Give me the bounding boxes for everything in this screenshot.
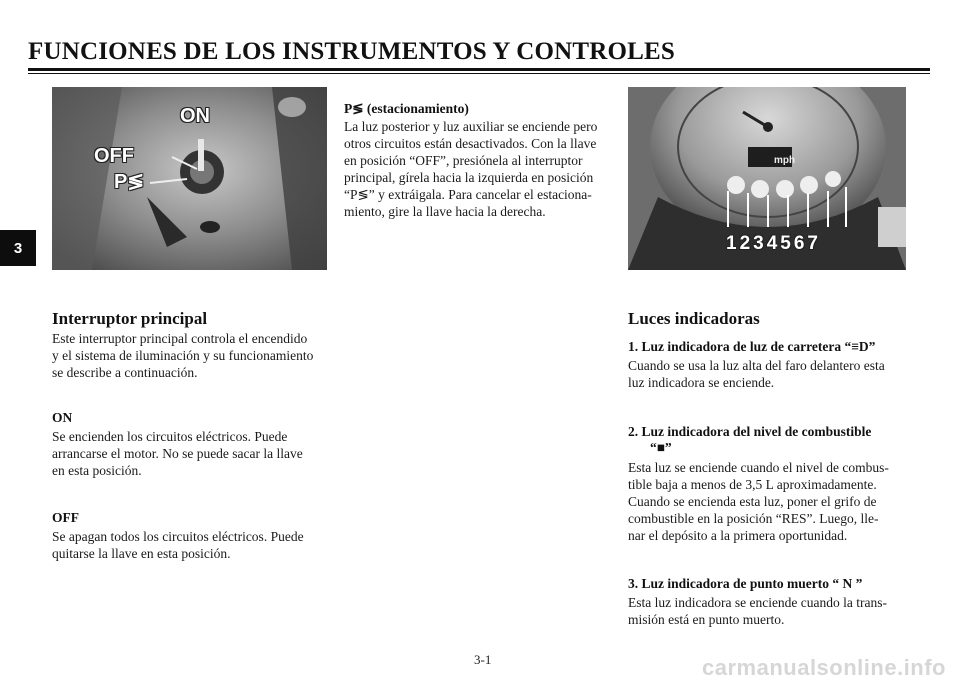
off-label: OFF — [94, 145, 134, 167]
off-line: Se apagan todos los circuitos eléctricos. Puede — [52, 529, 304, 544]
indicator3-text — [628, 594, 923, 628]
main-switch-text — [52, 330, 342, 381]
parking-line: otros circuitos están desactivados. Con la llave — [344, 136, 597, 151]
parking-line: La luz posterior y luz auxiliar se enciende pero — [344, 119, 598, 134]
indicator3-line: misión está en punto muerto. — [628, 612, 785, 627]
page-title: FUNCIONES DE LOS INSTRUMENTOS Y CONTROLES — [28, 38, 675, 65]
fuel-icon: “■” — [650, 440, 672, 455]
chapter-tab: 3 — [0, 230, 36, 266]
main-switch-line: Este interruptor principal controla el encendido — [52, 331, 308, 346]
indicator3-line: Esta luz indicadora se enciende cuando la trans- — [628, 595, 888, 610]
indicator1-line: luz indicadora se enciende. — [628, 375, 775, 390]
indicator2-line: Cuando se encienda esta luz, poner el grifo de — [628, 494, 877, 509]
speedometer-photo — [628, 87, 906, 270]
on-text — [52, 428, 342, 479]
mph-label: mph — [774, 155, 796, 166]
parking-heading: P≶ (estacionamiento) — [344, 101, 469, 116]
parking-line: “P≶” y extráigala. Para cancelar el estaciona- — [344, 187, 592, 202]
title-rule-thick — [28, 68, 930, 71]
watermark: carmanualsonline.info — [702, 655, 946, 680]
indicator-numbers: 1234567 — [726, 233, 821, 254]
indicator2-line: nar el depósito a la primera oportunidad. — [628, 528, 848, 543]
parking-text — [344, 118, 624, 220]
on-label: ON — [180, 105, 210, 127]
indicator1-heading: 1. Luz indicadora de luz de carretera “≡D” — [628, 339, 876, 354]
indicator1-text — [628, 357, 918, 391]
indicator2-heading: 2. Luz indicadora del nivel de combustible — [628, 424, 872, 439]
on-line: Se encienden los circuitos eléctricos. Puede — [52, 429, 288, 444]
indicator2-line: Esta luz se enciende cuando el nivel de combus- — [628, 460, 889, 475]
on-line: arrancarse el motor. No se puede sacar la llave — [52, 446, 303, 461]
indicator3-heading: 3. Luz indicadora de punto muerto “ N ” — [628, 576, 863, 591]
page-number: 3-1 — [474, 652, 492, 667]
main-switch-line: y el sistema de iluminación y su funcionamiento — [52, 348, 314, 363]
parking-line: principal, gírela hacia la izquierda en posición — [344, 170, 594, 185]
off-heading: OFF — [52, 510, 79, 525]
main-switch-line: se describe a continuación. — [52, 365, 198, 380]
indicator2-line: combustible en la posición “RES”. Luego, lle- — [628, 511, 879, 526]
on-line: en esta posición. — [52, 463, 142, 478]
title-rule-thin — [28, 73, 930, 74]
parking-label: P≶ — [114, 171, 145, 193]
parking-line: miento, gire la llave hacia la derecha. — [344, 204, 546, 219]
main-switch-title: Interruptor principal — [52, 309, 208, 328]
ignition-switch-photo — [52, 87, 327, 270]
off-text — [52, 528, 342, 562]
indicator1-line: Cuando se usa la luz alta del faro delantero esta — [628, 358, 885, 373]
indicators-title: Luces indicadoras — [628, 309, 760, 328]
off-line: quitarse la llave en esta posición. — [52, 546, 231, 561]
parking-line: en posición “OFF”, presiónela al interruptor — [344, 153, 583, 168]
on-heading: ON — [52, 410, 73, 425]
indicator2-text — [628, 459, 923, 544]
indicator2-line: tible baja a menos de 3,5 L aproximadamente. — [628, 477, 877, 492]
